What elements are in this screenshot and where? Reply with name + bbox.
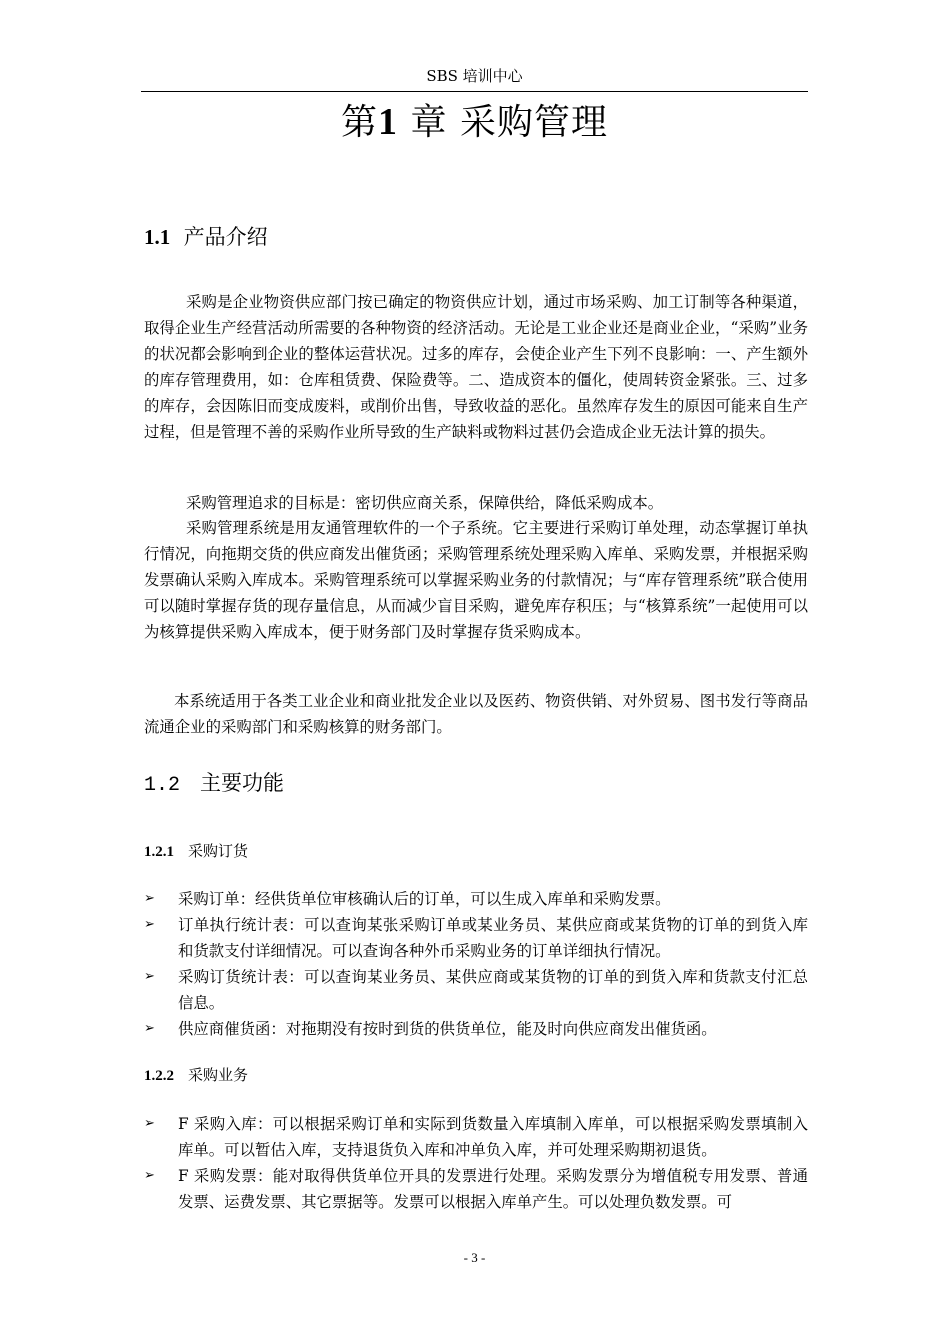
arrow-bullet-icon: ➢: [144, 969, 155, 984]
paragraph-intro: 采购是企业物资供应部门按已确定的物资供应计划，通过市场采购、加工订制等各种渠道，取得企业生产经营活动所需要的各种物资的经济活动。无论是工业企业还是商业企业，“采购”业务的状况都会影响到企业的整体运营状况。过多的库存，会使企业产生下列不良影响：一、产生额外的库存管理费用，如：仓库租赁费、保险费等。二、造成资本的僵化，使周转资金紧张。三、过多的库存，会因陈旧而变成废料，或削价出售，导致收益的恶化。虽然库存发生的原因可能来自生产过程，但是管理不善的采购作业所导致的生产缺料或物料过甚仍会造成企业无法计算的损失。: [144, 293, 808, 441]
paragraph-system: 采购管理系统是用友通管理软件的一个子系统。它主要进行采购订单处理，动态掌握订单执行情况，向拖期交货的供应商发出催货函；采购管理系统处理采购入库单、采购发票，并根据采购发票确认采购入库成本。采购管理系统可以掌握采购业务的付款情况；与“库存管理系统”联合使用可以随时掌握存货的现存量信息，从而减少盲目采购，避免库存积压；与“核算系统”一起使用可以为核算提供采购入库成本，便于财务部门及时掌握存货采购成本。: [144, 519, 808, 641]
list-item: ➢ 供应商催货函：对拖期没有按时到货的供货单位，能及时向供应商发出催货函。: [144, 1016, 808, 1042]
header-rule: [141, 91, 808, 92]
bullet-list-ordering: [144, 886, 808, 1042]
chapter-title: [141, 96, 808, 149]
paragraph-goal: 采购管理追求的目标是：密切供应商关系，保障供给，降低采购成本。: [186, 494, 664, 512]
list-item: ➢ F 采购入库：可以根据采购订单和实际到货数量入库填制入库单，可以根据采购发票填制入库单。可以暂估入库，支持退货负入库和冲单负入库，并可处理采购期初退货。: [144, 1111, 808, 1163]
arrow-bullet-icon: ➢: [144, 1168, 155, 1183]
subsection-heading-1-2-1: [144, 841, 248, 862]
subsection-number: 1.2.1: [144, 844, 174, 860]
list-item: ➢ 订单执行统计表：可以查询某张采购订单或某业务员、某供应商或某货物的订单的到货入库和货款支付详细情况。可以查询各种外币采购业务的订单详细执行情况。: [144, 912, 808, 964]
page-number: - 3 -: [463, 1250, 486, 1265]
section-title: 产品介绍: [183, 225, 268, 249]
list-item: ➢ 采购订货统计表：可以查询某业务员、某供应商或某货物的订单的到货入库和货款支付汇总信息。: [144, 964, 808, 1016]
bullet-list-business: [144, 1111, 808, 1215]
section-title: 主要功能: [200, 771, 285, 795]
arrow-bullet-icon: ➢: [144, 1116, 155, 1131]
paragraph-scope: 本系统适用于各类工业企业和商业批发企业以及医药、物资供销、对外贸易、图书发行等商品流通企业的采购部门和采购核算的财务部门。: [144, 692, 808, 736]
section-heading-1-1: [144, 223, 268, 251]
list-item: ➢ 采购订单：经供货单位审核确认后的订单，可以生成入库单和采购发票。: [144, 886, 808, 912]
arrow-bullet-icon: ➢: [144, 1021, 155, 1036]
section-number: 1.2: [144, 774, 181, 797]
section-number: 1.1: [144, 225, 171, 249]
arrow-bullet-icon: ➢: [144, 917, 155, 932]
arrow-bullet-icon: ➢: [144, 891, 155, 906]
subsection-heading-1-2-2: [144, 1065, 248, 1086]
subsection-number: 1.2.2: [144, 1068, 174, 1084]
chapter-name: 章 采购管理: [410, 102, 608, 143]
section-heading-1-2: [144, 769, 284, 800]
subsection-title: 采购订货: [188, 842, 249, 860]
subsection-title: 采购业务: [188, 1066, 249, 1084]
page-header: SBS 培训中心: [426, 67, 523, 85]
chapter-prefix: 第: [341, 102, 379, 143]
chapter-number: 1: [378, 101, 399, 143]
list-item: ➢ F 采购发票：能对取得供货单位开具的发票进行处理。采购发票分为增值税专用发票、普通发票、运费发票、其它票据等。发票可以根据入库单产生。可以处理负数发票。可: [144, 1163, 808, 1215]
